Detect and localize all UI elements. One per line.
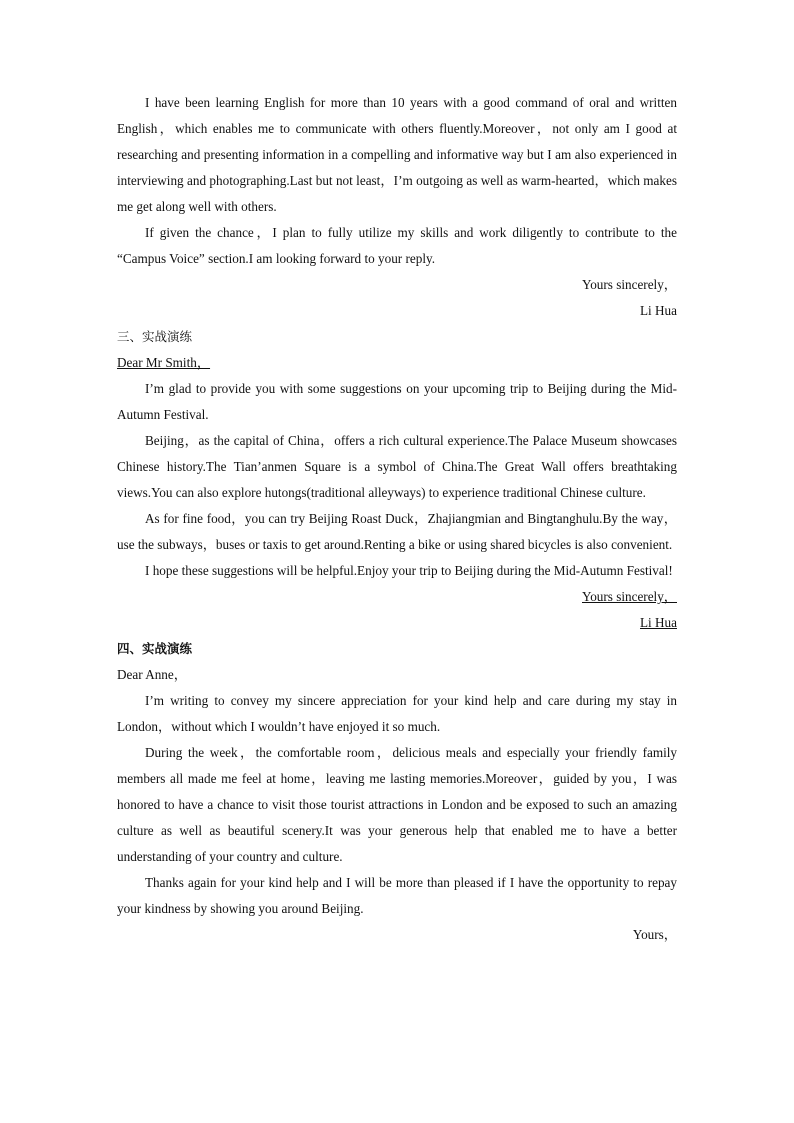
paragraph: If given the chance，I plan to fully utilize my skills and work diligently to contribute to the “Campus Voice” section.I am looking forward to your reply. xyxy=(117,225,677,266)
paragraph: I’m writing to convey my sincere appreciation for your kind help and care during my stay in London，without which I wouldn’t have enjoyed it so much. xyxy=(117,693,677,734)
salutation: Dear Mr Smith， xyxy=(117,355,211,370)
document-page xyxy=(117,90,677,948)
letter-section-2 xyxy=(117,324,677,636)
signature-line xyxy=(117,610,677,636)
closing: Yours， xyxy=(632,927,677,942)
letter-section-3 xyxy=(117,636,677,948)
signature: Li Hua xyxy=(640,303,677,318)
section-heading: 四、实战演练 xyxy=(117,641,193,656)
salutation: Dear Anne， xyxy=(117,667,187,682)
letter-section-1 xyxy=(117,90,677,324)
paragraph: Thanks again for your kind help and I will be more than pleased if I have the opportunity to repay your kindness by showing you around Beijing. xyxy=(117,875,677,916)
paragraph: I’m glad to provide you with some suggestions on your upcoming trip to Beijing during the Mid-Autumn Festival. xyxy=(117,381,677,422)
closing: Yours sincerely， xyxy=(582,277,677,292)
paragraph: As for fine food，you can try Beijing Roast Duck，Zhajiangmian and Bingtanghulu.By the way，use the subways，buses or taxis to get around.Renting a bike or using shared bicycles is also convenient. xyxy=(117,511,677,552)
section-heading: 三、实战演练 xyxy=(117,329,193,344)
closing-line xyxy=(117,584,677,610)
paragraph: I hope these suggestions will be helpful.Enjoy your trip to Beijing during the Mid-Autumn Festival! xyxy=(145,563,673,578)
paragraph: I have been learning English for more than 10 years with a good command of oral and written English，which enables me to communicate with others fluently.Moreover，not only am I good at researching and presenting information in a compelling and informative way but I am also experienced in interviewing and photographing.Last but not least，I’m outgoing as well as warm-hearted，which makes me get along well with others. xyxy=(117,95,677,214)
signature: Li Hua xyxy=(640,615,677,630)
paragraph: During the week，the comfortable room，delicious meals and especially your friendly family members all made me feel at home，leaving me lasting memories.Moreover，guided by you，I was honored to have a chance to visit those tourist attractions in London and be exposed to such an amazing culture as well as beautiful scenery.It was your generous help that enabled me to have a better understanding of your country and culture. xyxy=(117,745,677,864)
closing: Yours sincerely， xyxy=(582,589,677,604)
paragraph: Beijing，as the capital of China，offers a rich cultural experience.The Palace Museum showcases Chinese history.The Tian’anmen Square is a symbol of China.The Great Wall offers breathtaking views.You can also explore hutongs(traditional alleyways) to experience traditional Chinese culture. xyxy=(117,433,677,500)
